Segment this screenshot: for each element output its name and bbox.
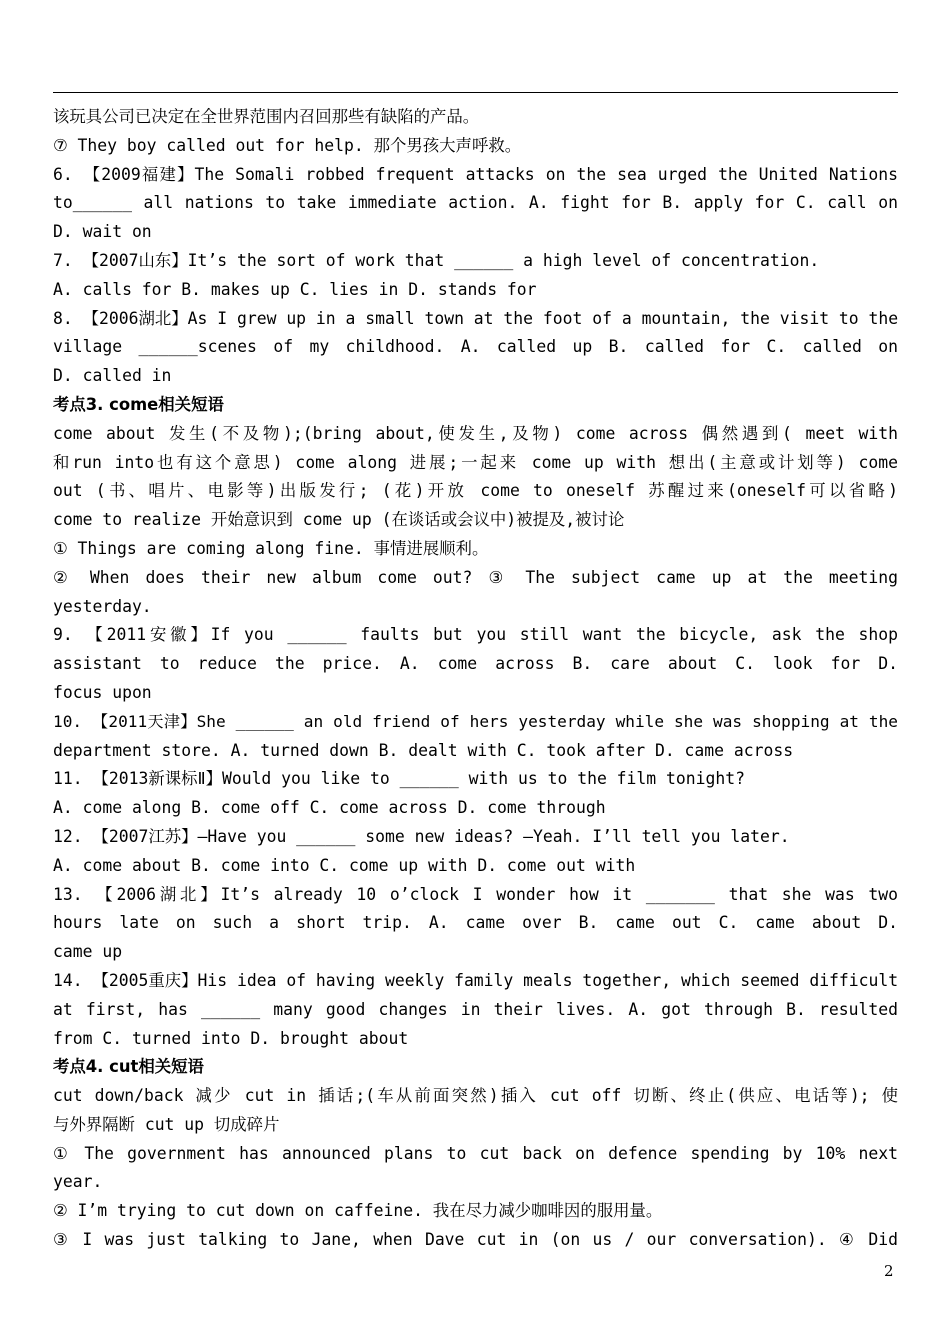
phrase-list: come about 发生(不及物);(bring about,使发生,及物) come across 偶然遇到( meet with: [53, 423, 898, 443]
question-9-options: assistant to reduce the price. A. come across B. care about C. look for D.: [53, 654, 898, 674]
question-9-option-d: focus upon: [53, 682, 152, 702]
question-8-options: village ______scenes of my childhood. A. called up B. called for C. called on: [53, 337, 898, 357]
phrase-list: 和run into也有这个意思) come along 进展;一起来 come up with 想出(主意或计划等) come: [53, 452, 898, 472]
phrase-list: cut down/back 减少 cut in 插话;(车从前面突然)插入 cut off 切断、终止(供应、电话等); 使: [53, 1086, 898, 1106]
phrase-list: out (书、唱片、电影等)出版发行; (花)开放 come to oneself 苏醒过来(oneself可以省略): [53, 481, 898, 501]
example-sentence: ② When does their new album come out? ③ The subject came up at the meeting: [53, 567, 898, 587]
example-sentence: ⑦ They boy called out for help. 那个男孩大声呼救。: [53, 135, 522, 155]
example-sentence: year.: [53, 1172, 103, 1192]
question-11-options: A. come along B. come off C. come across D. come through: [53, 798, 606, 818]
question-7: 7. 【2007山东】It’s the sort of work that ______ a high level of concentration.: [53, 250, 820, 270]
question-13-option-d: came up: [53, 942, 123, 962]
phrase-list: 与外界隔断 cut up 切成碎片: [53, 1114, 280, 1134]
page-number: 2: [884, 1262, 894, 1280]
example-sentence: ② I’m trying to cut down on caffeine. 我在尽力减少咖啡因的服用量。: [53, 1201, 663, 1221]
question-6-option-d: D. wait on: [53, 222, 152, 242]
question-12: 12. 【2007江苏】—Have you ______ some new ideas? —Yeah. I’ll tell you later.: [53, 826, 790, 846]
question-7-options: A. calls for B. makes up C. lies in D. stands for: [53, 279, 537, 299]
question-13-options: hours late on such a short trip. A. came over B. came out C. came about D.: [53, 913, 898, 933]
example-sentence: ③ I was just talking to Jane, when Dave cut in (on us / our conversation). ④ Did: [53, 1230, 898, 1250]
header-rule: [53, 92, 898, 93]
section-heading-come: 考点3. come相关短语: [53, 394, 224, 414]
question-14-options: at first, has ______ many good changes in their lives. A. got through B. resulted: [53, 999, 898, 1019]
phrase-list: come to realize 开始意识到 come up (在谈话或会议中)被提及,被讨论: [53, 510, 625, 530]
section-heading-cut: 考点4. cut相关短语: [53, 1057, 204, 1077]
example-sentence: yesterday.: [53, 596, 152, 616]
example-sentence: ① The government has announced plans to cut back on defence spending by 10% next: [53, 1143, 898, 1163]
question-10: 10. 【2011天津】She ______ an old friend of hers yesterday while she was shopping at the: [53, 711, 898, 731]
question-6: 6. 【2009福建】The Somali robbed frequent attacks on the sea urged the United Nations: [53, 164, 898, 184]
question-8-option-d: D. called in: [53, 366, 172, 386]
document-body: [53, 103, 898, 1255]
question-14: 14. 【2005重庆】His idea of having weekly family meals together, which seemed difficult: [53, 970, 898, 990]
question-13: 13. 【2006湖北】It’s already 10 o’clock I wonder how it _______ that she was two: [53, 884, 898, 904]
question-14-options: from C. turned into D. brought about: [53, 1028, 409, 1048]
question-12-options: A. come about B. come into C. come up with D. come out with: [53, 855, 636, 875]
example-sentence: ① Things are coming along fine. 事情进展顺利。: [53, 538, 489, 558]
question-8: 8. 【2006湖北】As I grew up in a small town at the foot of a mountain, the visit to the: [53, 308, 898, 328]
question-10-options: department store. A. turned down B. dealt with C. took after D. came across: [53, 740, 794, 760]
question-11: 11. 【2013新课标Ⅱ】Would you like to ______ with us to the film tonight?: [53, 769, 745, 789]
question-9: 9. 【2011安徽】If you ______ faults but you still want the bicycle, ask the shop: [53, 625, 898, 645]
question-6-options: to______ all nations to take immediate action. A. fight for B. apply for C. call on: [53, 193, 898, 213]
text-line: 该玩具公司已决定在全世界范围内召回那些有缺陷的产品。: [53, 107, 480, 126]
